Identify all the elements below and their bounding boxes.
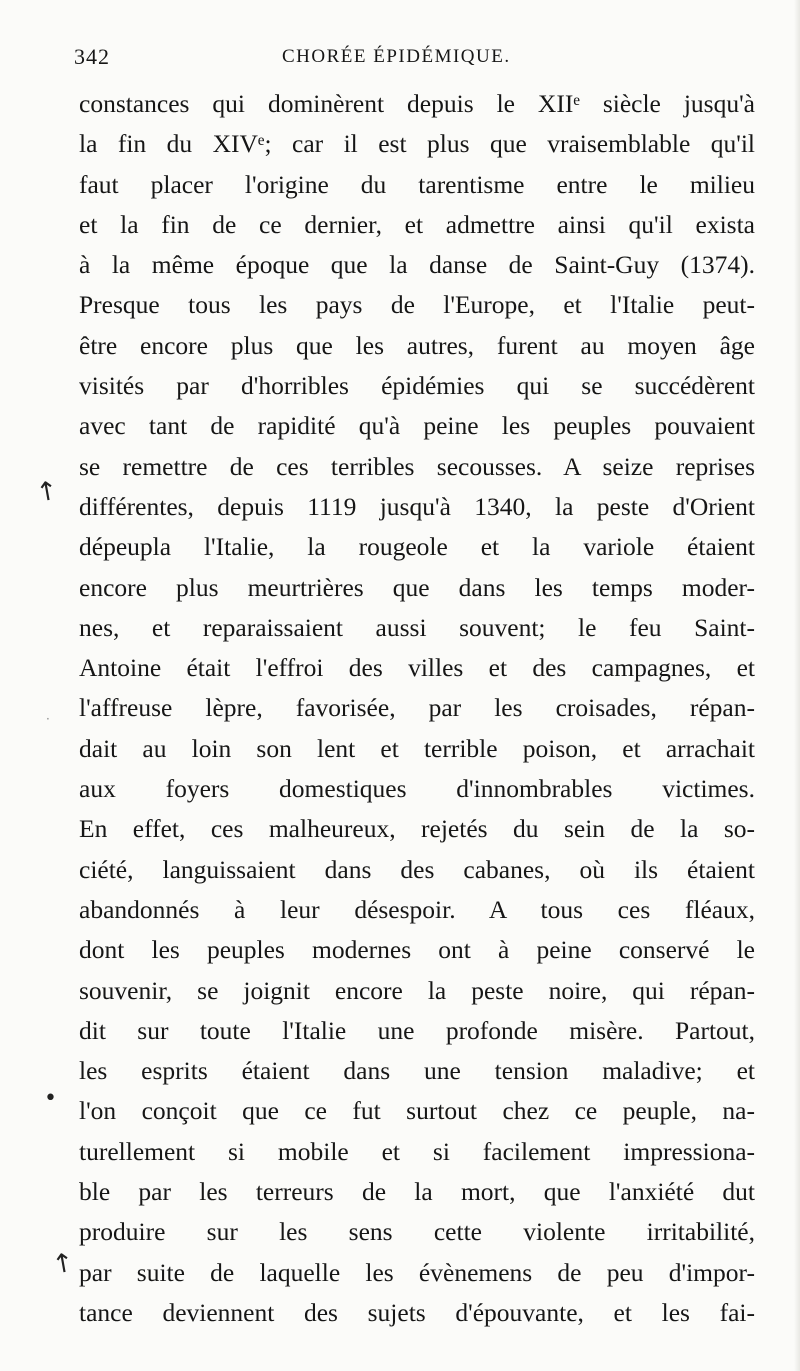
- text-line: produire sur les sens cette violente irritabilité,: [79, 1217, 755, 1247]
- text-line: la fin du XIVᵉ; car il est plus que vraisemblable qu'il: [79, 129, 755, 159]
- running-title: CHORÉE ÉPIDÉMIQUE.: [282, 46, 511, 67]
- text-line: l'affreuse lèpre, favorisée, par les croisades, répan-: [79, 693, 755, 723]
- text-line: aux foyers domestiques d'innombrables victimes.: [79, 774, 755, 804]
- text-line: être encore plus que les autres, furent au moyen âge: [79, 330, 755, 360]
- body-text: [79, 84, 755, 1333]
- text-line: ciété, languissaient dans des cabanes, où ils étaient: [79, 854, 755, 884]
- text-line: constances qui dominèrent depuis le XIIᵉ siècle jusqu'à: [79, 89, 755, 118]
- margin-dot-mark: •: [44, 1086, 57, 1111]
- text-line: turellement si mobile et si facilement impressiona-: [79, 1136, 755, 1166]
- margin-dot-mark: ·: [46, 712, 50, 726]
- text-line: Presque tous les pays de l'Europe, et l'Italie peut-: [79, 290, 755, 320]
- text-line: visités par d'horribles épidémies qui se succédèrent: [79, 371, 755, 401]
- text-line: En effet, ces malheureux, rejetés du sein de la so-: [79, 814, 755, 844]
- page-edge-shadow: [794, 0, 800, 1371]
- page-header: [74, 44, 694, 76]
- text-line: se remettre de ces terribles secousses. A seize reprises: [79, 451, 755, 481]
- text-line: différentes, depuis 1119 jusqu'à 1340, la peste d'Orient: [79, 491, 755, 521]
- text-line: avec tant de rapidité qu'à peine les peuples pouvaient: [79, 411, 755, 441]
- text-line: dont les peuples modernes ont à peine conservé le: [79, 935, 755, 965]
- text-line: et la fin de ce dernier, et admettre ainsi qu'il exista: [79, 209, 755, 239]
- text-line: ble par les terreurs de la mort, que l'anxiété dut: [79, 1177, 755, 1207]
- text-line: les esprits étaient dans une tension maladive; et: [79, 1056, 755, 1086]
- text-line: souvenir, se joignit encore la peste noire, qui répan-: [79, 975, 755, 1005]
- text-line: dit sur toute l'Italie une profonde misère. Partout,: [79, 1015, 755, 1045]
- text-line: nes, et reparaissaient aussi souvent; le feu Saint-: [79, 612, 755, 642]
- text-line: abandonnés à leur désespoir. A tous ces fléaux,: [79, 894, 755, 924]
- text-line: par suite de laquelle les évènemens de peu d'impor-: [79, 1257, 755, 1287]
- text-line: à la même époque que la danse de Saint-Guy (1374).: [79, 250, 755, 280]
- text-line: encore plus meurtrières que dans les temps moder-: [79, 572, 755, 602]
- text-line: Antoine était l'effroi des villes et des campagnes, et: [79, 653, 755, 683]
- page-number: 342: [74, 44, 110, 69]
- text-line: dépeupla l'Italie, la rougeole et la variole étaient: [79, 532, 755, 562]
- text-line: dait au loin son lent et terrible poison, et arrachait: [79, 733, 755, 763]
- text-line: faut placer l'origine du tarentisme entre le milieu: [79, 169, 755, 199]
- margin-tick-mark: ↖: [45, 1244, 81, 1282]
- text-line: l'on conçoit que ce fut surtout chez ce peuple, na-: [79, 1096, 755, 1126]
- margin-tick-mark: ↖: [29, 472, 65, 510]
- text-line: tance deviennent des sujets d'épouvante, et les fai-: [79, 1297, 755, 1327]
